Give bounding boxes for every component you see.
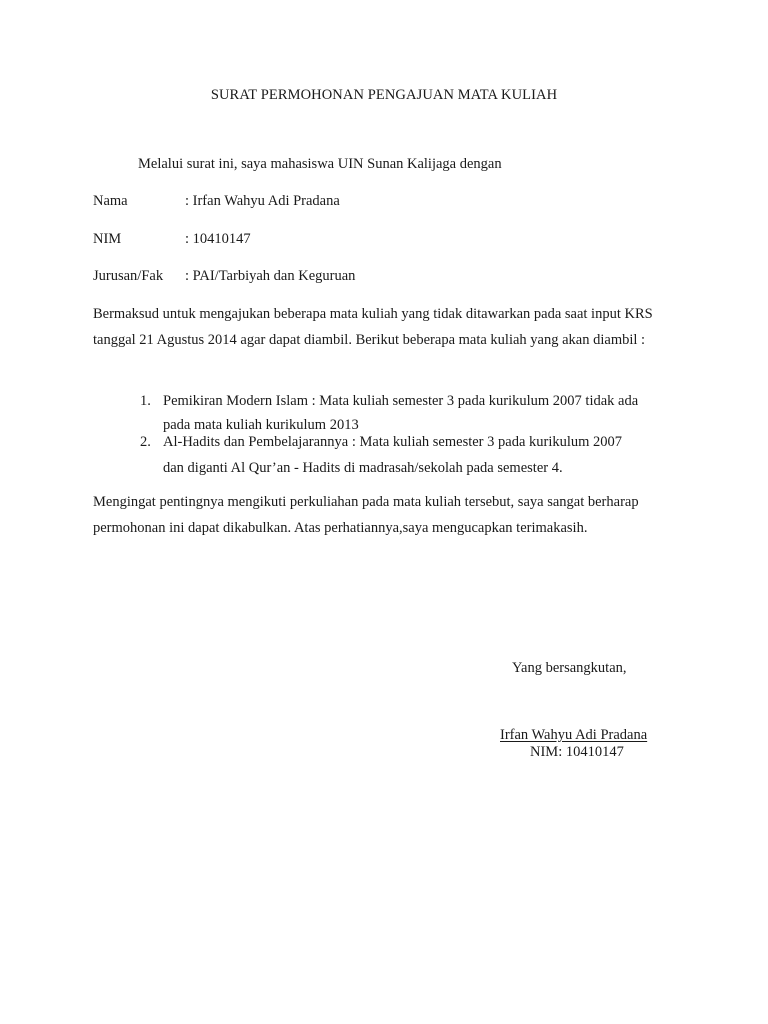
paragraph-request: Bermaksud untuk mengajukan beberapa mata kuliah yang tidak ditawarkan pada saat input KRS tanggal 21 Agustus 2014 agar dapat diambil. Berikut beberapa mata kuliah yang akan diambil : [93, 306, 653, 348]
intro-text: Melalui surat ini, saya mahasiswa UIN Sunan Kalijaga dengan [138, 156, 502, 172]
field-value-nama: : Irfan Wahyu Adi Pradana [185, 193, 340, 209]
signature-nim: NIM: 10410147 [530, 744, 624, 760]
field-label-nama: Nama [93, 193, 128, 209]
list-item-1-line-2: pada mata kuliah kurikulum 2013 [163, 417, 359, 433]
list-item-1-line-1: Pemikiran Modern Islam : Mata kuliah semester 3 pada kurikulum 2007 tidak ada [163, 393, 639, 409]
field-label-jurusan: Jurusan/Fak [93, 268, 164, 284]
list-item-2-line-1: Al-Hadits dan Pembelajarannya : Mata kuliah semester 3 pada kurikulum 2007 [163, 434, 623, 450]
list-number-1: 1. [140, 393, 151, 409]
list-number-2: 2. [140, 434, 151, 450]
paragraph-closing: Mengingat pentingnya mengikuti perkuliahan pada mata kuliah tersebut, saya sangat berharap permohonan ini dapat dikabulkan. Atas perhatiannya,saya mengucapkan terimakasih. [93, 494, 639, 536]
signature-name: Irfan Wahyu Adi Pradana [500, 727, 648, 743]
field-label-nim: NIM [93, 231, 122, 247]
field-value-nim: : 10410147 [185, 231, 251, 247]
closing-salutation: Yang bersangkutan, [512, 660, 627, 676]
field-value-jurusan: : PAI/Tarbiyah dan Keguruan [185, 268, 356, 284]
page-title: SURAT PERMOHONAN PENGAJUAN MATA KULIAH [210, 87, 558, 103]
list-item-2-line-2: dan diganti Al Qur’an - Hadits di madrasah/sekolah pada semester 4. [163, 460, 563, 476]
